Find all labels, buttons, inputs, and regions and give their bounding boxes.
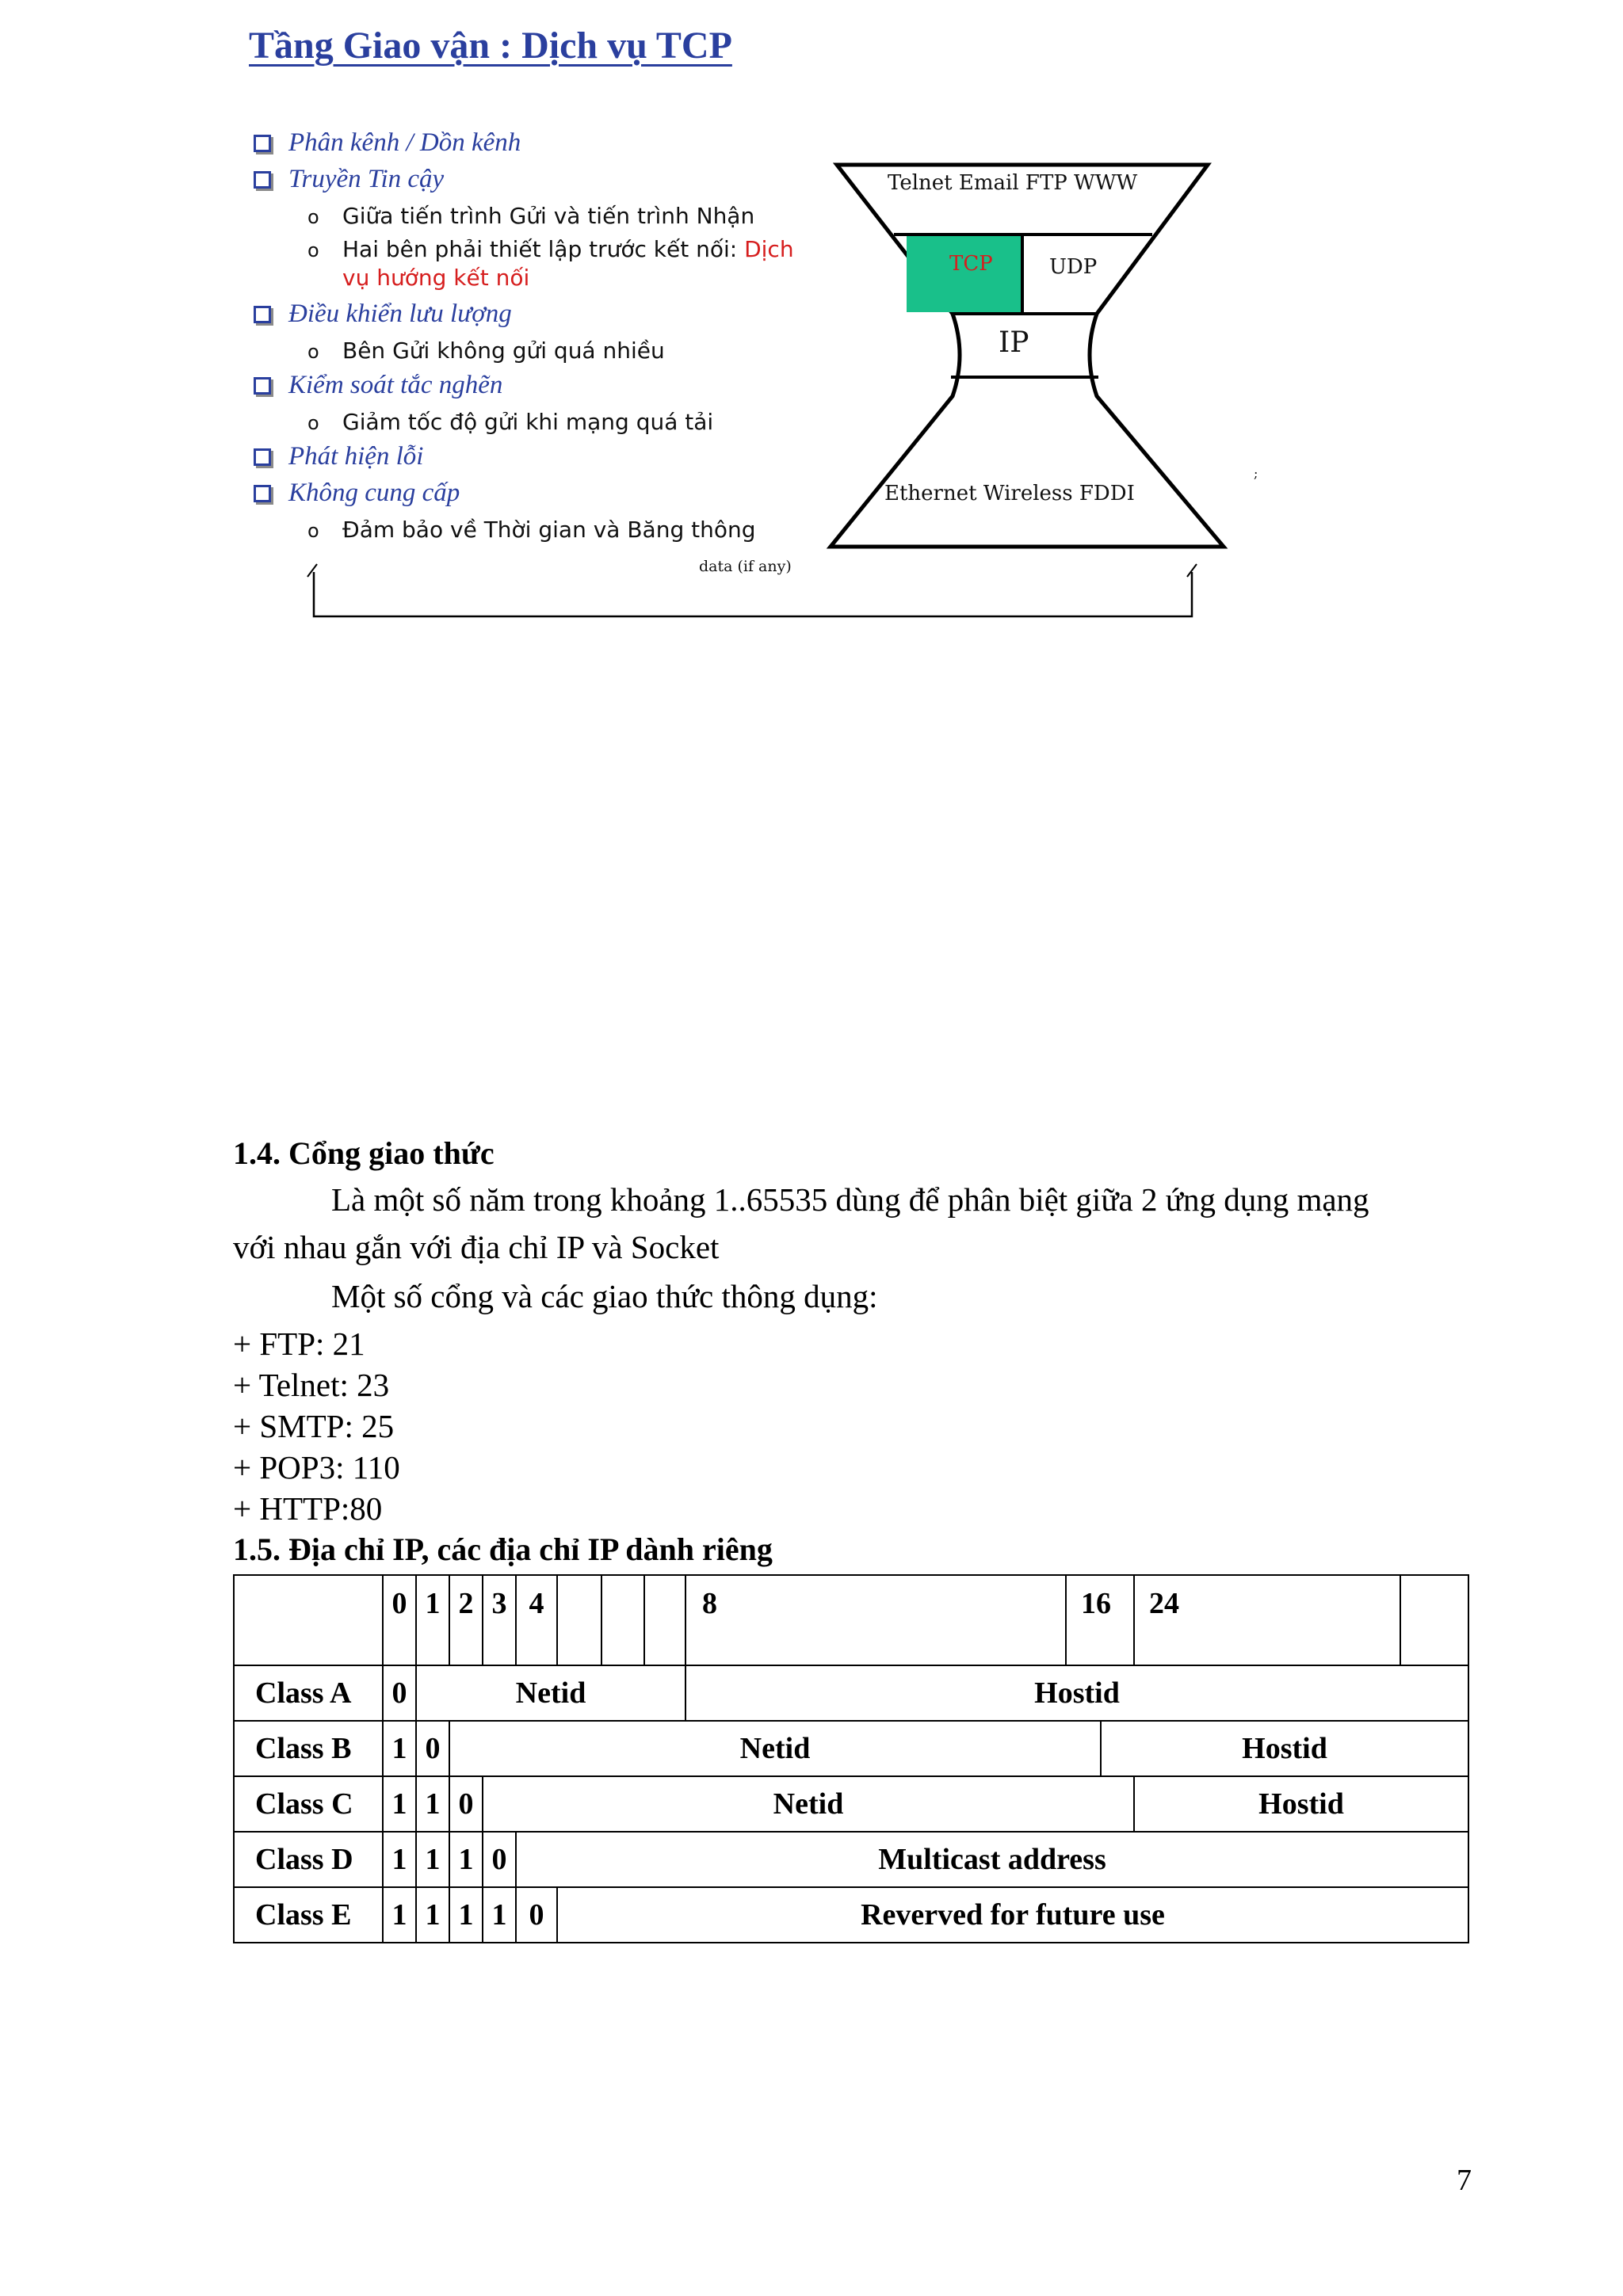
bit-value: 1 [416, 1832, 449, 1887]
bit-value: 0 [416, 1721, 449, 1776]
bit-header: 0 [383, 1575, 416, 1665]
data-if-any-note: data (if any) [699, 558, 792, 575]
table-cell-empty [234, 1575, 383, 1665]
bullet-congestion: Kiểm soát tắc nghẽn [254, 371, 502, 400]
stray-mark: ; [1254, 466, 1258, 481]
bullet-reliable: Truyền Tin cậy [254, 165, 444, 194]
port-list-item: + HTTP:80 [233, 1490, 383, 1527]
bit-header: 4 [516, 1575, 557, 1665]
bit-value: 1 [416, 1887, 449, 1943]
sub-bullet: o Hai bên phải thiết lập trước kết nối: Dịch [307, 236, 794, 262]
class-label: Class C [234, 1776, 383, 1832]
section-1-5-heading: 1.5. Địa chỉ IP, các địa chỉ IP dành riêng [233, 1531, 773, 1567]
port-list-item: + POP3: 110 [233, 1449, 400, 1486]
sub-bullet: o Giảm tốc độ gửi khi mạng quá tải [307, 409, 714, 435]
bullet-demux: Phân kênh / Dồn kênh [254, 128, 521, 158]
table-cell-empty [601, 1575, 644, 1665]
page-number: 7 [1457, 2164, 1472, 2197]
bit-header: 2 [449, 1575, 483, 1665]
sub-bullet-continuation: vụ hướng kết nối [342, 265, 530, 291]
bit-value: 1 [383, 1832, 416, 1887]
bit-header: 24 [1134, 1575, 1400, 1665]
netid-cell: Netid [483, 1776, 1134, 1832]
slide-image [219, 0, 1265, 575]
table-cell-empty [557, 1575, 601, 1665]
bit-value: 0 [516, 1887, 557, 1943]
bullet-flow-control: Điều khiển lưu lượng [254, 299, 512, 329]
table-row-class-d [234, 1832, 1468, 1887]
multicast-cell: Multicast address [516, 1832, 1468, 1887]
bit-value: 1 [383, 1887, 416, 1943]
class-label: Class E [234, 1887, 383, 1943]
hostid-cell: Hostid [1134, 1776, 1468, 1832]
sub-bullet: o Bên Gửi không gửi quá nhiều [307, 338, 665, 364]
hostid-cell: Hostid [685, 1665, 1468, 1721]
bullet-not-provided: Không cung cấp [254, 479, 460, 508]
ip-class-table [233, 1574, 1469, 1943]
table-row-class-a [234, 1665, 1468, 1721]
section-1-4-para1-line2: với nhau gắn với địa chỉ IP và Socket [233, 1229, 720, 1265]
table-cell-empty [1400, 1575, 1468, 1665]
hourglass-diagram [219, 0, 1265, 634]
netid-cell: Netid [449, 1721, 1101, 1776]
port-list-item: + FTP: 21 [233, 1325, 365, 1362]
table-row-class-c [234, 1776, 1468, 1832]
hourglass-tcp-label: TCP [949, 252, 993, 276]
table-header-row [234, 1575, 1468, 1665]
hourglass-ip-label: IP [999, 326, 1029, 359]
sub-bullet: o Giữa tiến trình Gửi và tiến trình Nhận [307, 203, 755, 229]
class-label: Class D [234, 1832, 383, 1887]
bracket-tick-left [307, 564, 317, 577]
bit-value: 1 [383, 1776, 416, 1832]
section-1-4-heading: 1.4. Cổng giao thức [233, 1135, 495, 1171]
hourglass-app-layer-label: Telnet Email FTP WWW [888, 171, 1138, 195]
slide-title: Tầng Giao vận : Dịch vụ TCP [249, 25, 732, 67]
bit-value: 1 [449, 1887, 483, 1943]
section-1-4-para2: Một số cổng và các giao thức thông dụng: [331, 1278, 878, 1314]
port-list-item: + Telnet: 23 [233, 1367, 390, 1403]
hourglass-udp-label: UDP [1049, 255, 1098, 279]
bit-header: 16 [1066, 1575, 1134, 1665]
class-label: Class A [234, 1665, 383, 1721]
table-cell-empty [644, 1575, 685, 1665]
bit-value: 0 [483, 1832, 516, 1887]
netid-cell: Netid [416, 1665, 685, 1721]
bit-value: 0 [383, 1665, 416, 1721]
hostid-cell: Hostid [1101, 1721, 1468, 1776]
table-row-class-b [234, 1721, 1468, 1776]
data-bracket [314, 572, 1192, 616]
table-row-class-e [234, 1887, 1468, 1943]
hourglass-link-layer-label: Ethernet Wireless FDDI [884, 482, 1135, 505]
bit-header: 8 [685, 1575, 1066, 1665]
bit-value: 1 [483, 1887, 516, 1943]
bit-value: 1 [383, 1721, 416, 1776]
sub-bullet: o Đảm bảo về Thời gian và Băng thông [307, 517, 756, 543]
class-label: Class B [234, 1721, 383, 1776]
bit-header: 1 [416, 1575, 449, 1665]
bit-value: 0 [449, 1776, 483, 1832]
reserved-cell: Reverved for future use [557, 1887, 1468, 1943]
port-list-item: + SMTP: 25 [233, 1408, 395, 1444]
section-1-4-para1-line1: Là một số năm trong khoảng 1..65535 dùng để phân biệt giữa 2 ứng dụng mạng [331, 1181, 1369, 1218]
bit-value: 1 [416, 1776, 449, 1832]
bit-value: 1 [449, 1832, 483, 1887]
bit-header: 3 [483, 1575, 516, 1665]
bullet-error-detect: Phát hiện lỗi [254, 442, 423, 471]
